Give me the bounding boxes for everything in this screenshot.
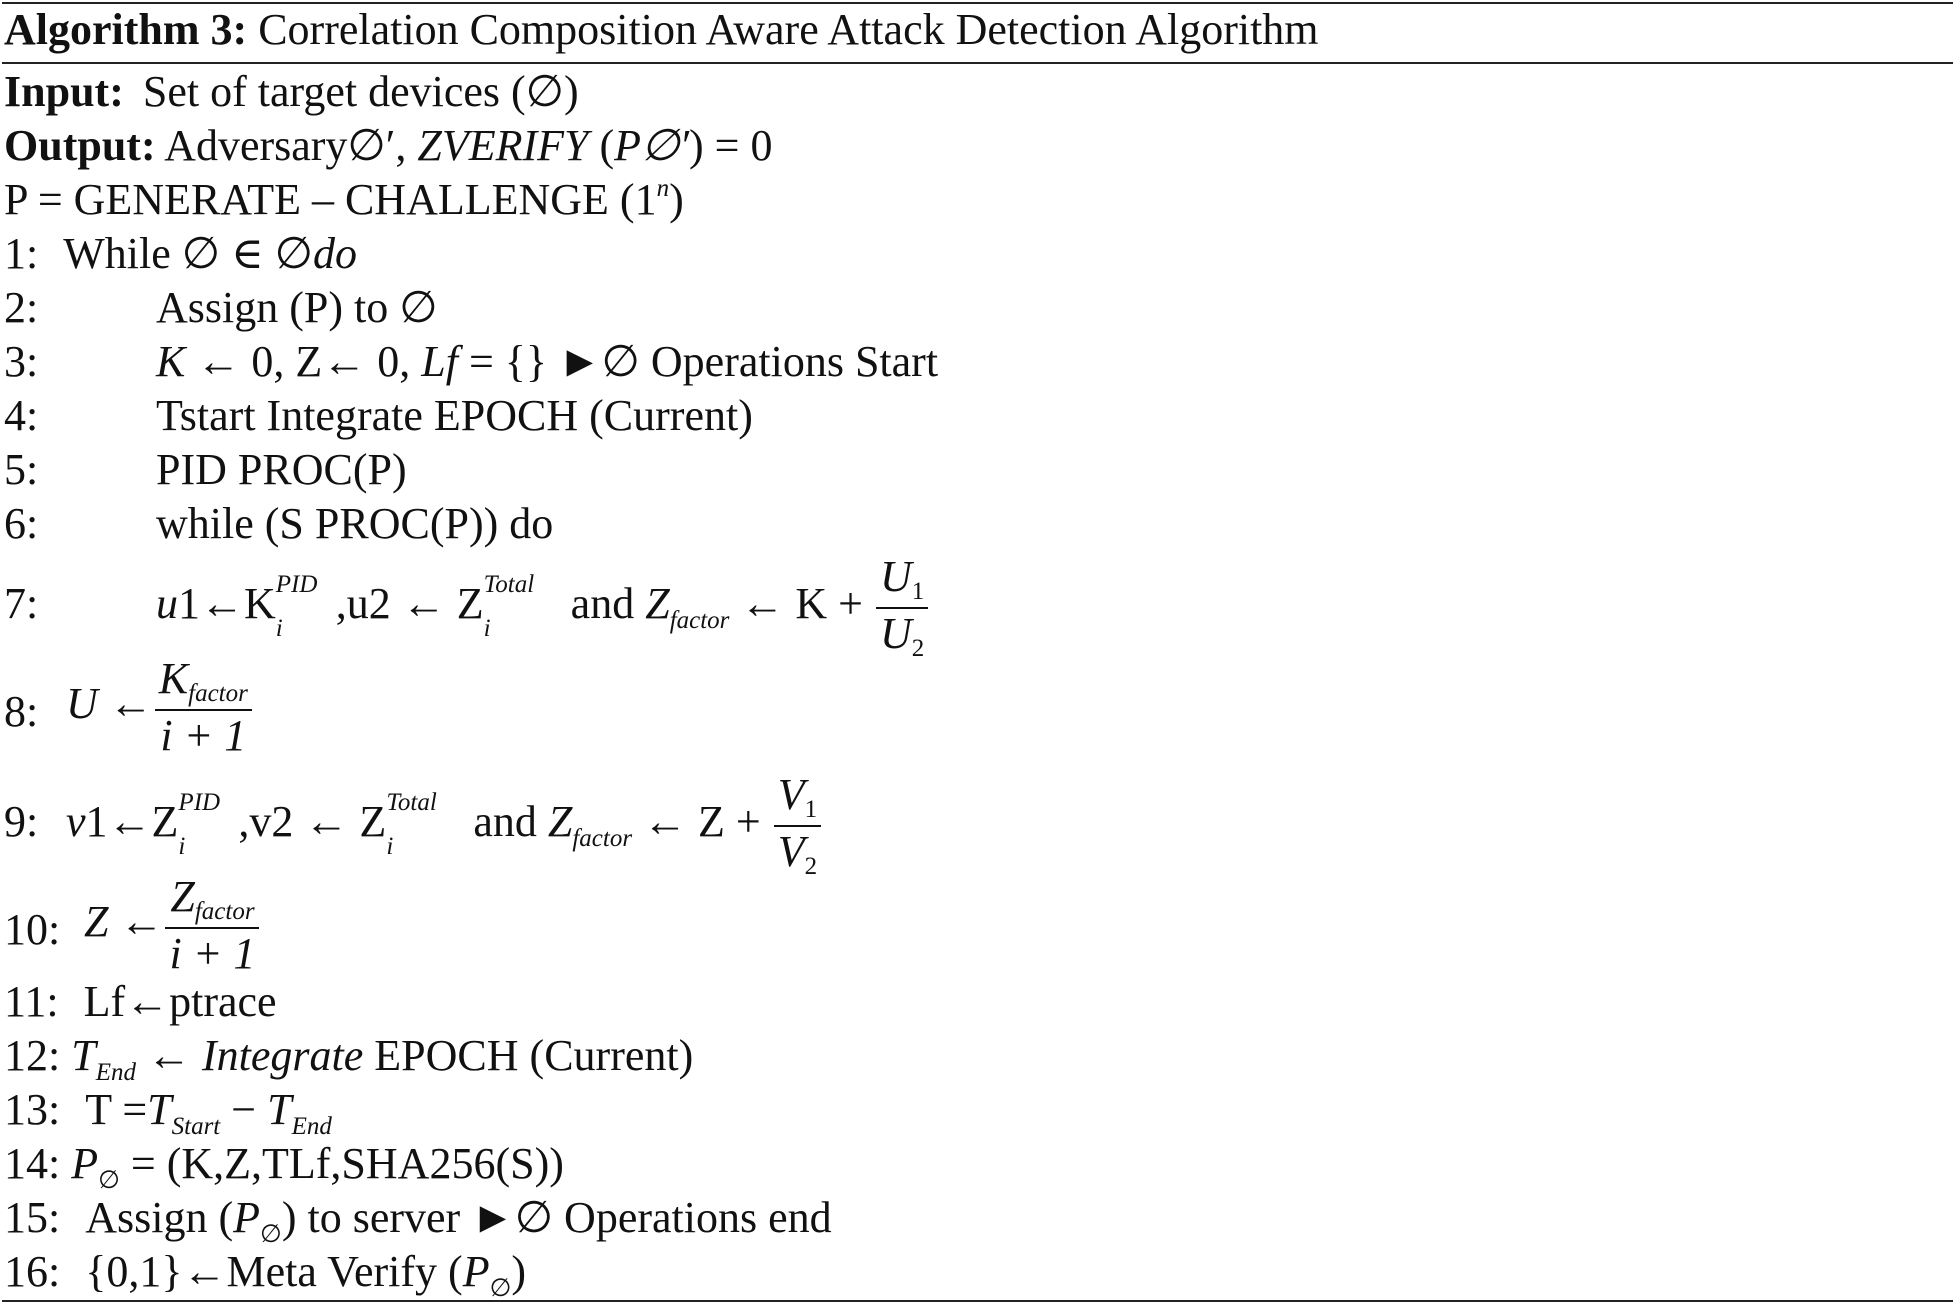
output-p: P∅′ — [614, 121, 689, 170]
fraction-v1-v2 — [774, 770, 821, 882]
step-15 — [4, 1193, 832, 1248]
step-7 — [4, 552, 925, 662]
step-text: while (S PROC(P)) do — [156, 499, 554, 548]
sub-end: End — [95, 1059, 136, 1086]
step-13 — [4, 1085, 332, 1140]
output-line — [4, 121, 773, 170]
algorithm-title — [4, 5, 1319, 54]
var-v: v — [66, 796, 86, 846]
step-number: 6: — [4, 499, 39, 548]
output-label: Output: — [4, 121, 156, 170]
step-text: Lf←ptrace — [83, 977, 277, 1026]
z-indices — [178, 788, 238, 860]
step-text: While ∅ ∈ ∅ — [63, 229, 313, 278]
sub-start: Start — [171, 1113, 221, 1140]
fraction-u1-u2 — [876, 552, 928, 664]
step-11 — [4, 977, 277, 1026]
sup-total: Total — [483, 570, 535, 598]
tail-text: ← K + — [729, 578, 874, 628]
step-number: 11: — [4, 977, 59, 1026]
algorithm-name: Correlation Composition Aware Attack Detection Algorithm — [258, 5, 1319, 54]
var-u: u — [156, 578, 178, 628]
step-content — [66, 770, 823, 882]
num-sub: factor — [188, 680, 248, 707]
step-12 — [4, 1031, 694, 1086]
step-number: 9: — [4, 797, 39, 846]
integrate-text: Integrate — [202, 1031, 364, 1080]
tail-text: ) — [511, 1247, 527, 1296]
step-16 — [4, 1247, 527, 1302]
step-text: {0,1}←Meta Verify ( — [85, 1247, 463, 1296]
step-6 — [4, 499, 554, 548]
step-text: Assign ( — [85, 1193, 234, 1242]
var-p: P — [71, 1139, 99, 1188]
step-number: 3: — [4, 337, 39, 386]
p-def-text: P = GENERATE – CHALLENGE (1 — [4, 175, 657, 224]
sub-i: i — [483, 614, 491, 642]
step-1 — [4, 229, 357, 278]
var-k: K — [156, 337, 186, 386]
output-text-1: Adversary∅′, — [164, 121, 418, 170]
fraction-z-factor — [165, 872, 259, 979]
frac-numerator — [774, 770, 821, 825]
step-content — [156, 337, 939, 386]
and-text: and — [462, 796, 548, 846]
step-number: 13: — [4, 1085, 61, 1134]
tail-text: EPOCH (Current) — [363, 1031, 694, 1080]
step-text: T = — [85, 1085, 148, 1134]
num-var: V — [777, 770, 805, 819]
den-sub: 2 — [911, 634, 925, 662]
frac-denominator — [774, 827, 821, 882]
var-t: T — [71, 1031, 96, 1080]
input-text: Set of target devices (∅) — [142, 67, 579, 116]
minus: − — [220, 1085, 268, 1134]
assign-z2: ,v2 ← Z — [238, 796, 387, 846]
var-p: P — [233, 1193, 261, 1242]
tail-text: ) to server ►∅ Operations end — [281, 1193, 832, 1242]
step-8 — [4, 654, 248, 760]
output-text-5: ) = 0 — [689, 121, 773, 170]
title-rule — [2, 62, 1953, 64]
step-number: 10: — [4, 905, 61, 954]
var-z: Z — [84, 896, 109, 946]
step-text-b: = {} ►∅ Operations Start — [457, 337, 939, 386]
step-content — [156, 552, 930, 664]
step-14 — [4, 1139, 564, 1194]
sub-i: i — [386, 832, 394, 860]
num-var: K — [158, 654, 189, 703]
frac-denominator: i + 1 — [169, 928, 256, 978]
fraction-k-factor — [155, 654, 252, 761]
arrow: ← — [108, 896, 164, 946]
step-text: Tstart Integrate EPOCH (Current) — [156, 391, 753, 440]
z-indices-2 — [386, 788, 462, 860]
num-sub: 1 — [911, 578, 925, 605]
step-number: 8: — [4, 687, 39, 736]
p-def-sup: n — [656, 175, 670, 202]
step-text-italic: do — [312, 229, 357, 278]
tail-text: = (K,Z,TLf,SHA256(S)) — [119, 1139, 564, 1188]
tail-text: ← Z + — [632, 796, 772, 846]
assign-z: ,u2 ← Z — [335, 578, 484, 628]
frac-numerator — [155, 654, 252, 709]
and-text: and — [559, 578, 646, 628]
step-3 — [4, 337, 939, 386]
sup-pid: PID — [178, 788, 221, 816]
num-var: U — [880, 552, 912, 601]
frac-denominator — [876, 609, 928, 664]
sub-empty: ∅ — [98, 1167, 120, 1194]
sub-i: i — [275, 614, 283, 642]
den-var: U — [880, 608, 912, 658]
assign-z: 1←Z — [85, 796, 179, 846]
frac-numerator — [166, 872, 258, 927]
step-content — [84, 872, 261, 979]
step-content — [66, 654, 254, 761]
step-number: 16: — [4, 1247, 61, 1296]
sub-empty: ∅ — [260, 1221, 282, 1248]
bottom-rule — [2, 1300, 1953, 1302]
step-5 — [4, 445, 407, 494]
den-var: V — [777, 826, 805, 876]
step-number: 14: — [4, 1139, 61, 1188]
z-indices — [483, 570, 560, 642]
var-z: Z — [547, 796, 573, 846]
num-sub: 1 — [804, 796, 818, 823]
var-t-end: T — [267, 1085, 292, 1134]
step-9 — [4, 770, 818, 880]
output-text-3: ( — [588, 121, 615, 170]
sup-pid: PID — [275, 570, 318, 598]
step-number: 12: — [4, 1031, 61, 1080]
var-p: P — [462, 1247, 490, 1296]
num-sub: factor — [194, 898, 255, 925]
var-lf: Lf — [421, 337, 458, 386]
p-def-end: ) — [669, 175, 684, 224]
algorithm-label: Algorithm 3: — [4, 5, 248, 54]
num-var: Z — [170, 872, 195, 921]
sub-factor: factor — [572, 824, 633, 852]
assign-k: 1←K — [178, 578, 276, 628]
sup-total: Total — [386, 788, 437, 816]
input-line — [4, 67, 579, 116]
sub-end: End — [291, 1113, 332, 1140]
sub-factor: factor — [669, 606, 730, 634]
sub-empty: ∅ — [489, 1275, 512, 1302]
step-number: 1: — [4, 229, 39, 278]
top-rule — [2, 2, 1953, 4]
step-number: 2: — [4, 283, 39, 332]
step-number: 4: — [4, 391, 39, 440]
arrow: ← — [136, 1031, 202, 1080]
den-sub: 2 — [804, 852, 818, 880]
k-indices — [275, 570, 336, 642]
step-10 — [4, 872, 256, 978]
step-number: 7: — [4, 579, 39, 628]
var-z: Z — [645, 578, 670, 628]
step-number: 5: — [4, 445, 39, 494]
step-text-a: ← 0, Z← 0, — [185, 337, 422, 386]
var-u: U — [66, 678, 98, 728]
p-definition — [4, 175, 684, 224]
step-text: Assign (P) to ∅ — [156, 283, 438, 332]
input-label: Input: — [4, 67, 124, 116]
step-4 — [4, 391, 753, 440]
step-2 — [4, 283, 438, 332]
step-text: PID PROC(P) — [156, 445, 407, 494]
sub-i: i — [178, 832, 186, 860]
arrow: ← — [97, 678, 153, 728]
step-number: 15: — [4, 1193, 61, 1242]
frac-numerator — [876, 552, 928, 607]
frac-denominator: i + 1 — [160, 710, 247, 760]
var-t-start: T — [147, 1085, 172, 1134]
output-zverify: ZVERIFY — [417, 121, 589, 170]
